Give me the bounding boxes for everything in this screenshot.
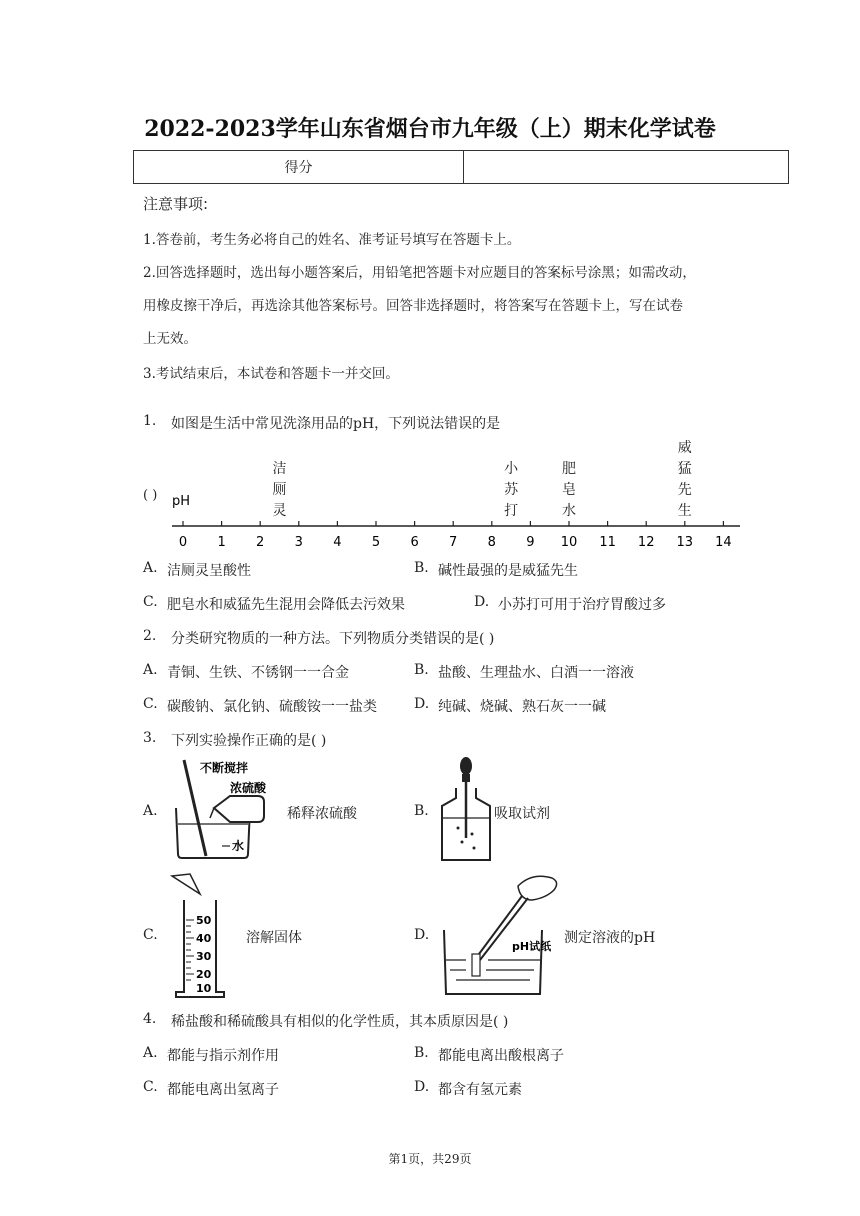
cyl-mark-40: 40	[196, 932, 212, 945]
q2-option-c-text: 碳酸钠、氯化钠、硫酸铵一一盐类	[167, 699, 377, 715]
q3-option-c-text: 溶解固体	[246, 930, 302, 946]
ph-product-char: 生	[677, 503, 692, 519]
q1-option-c-letter[interactable]: C.	[143, 594, 158, 610]
ph-tick-label: 12	[637, 535, 655, 550]
q4-option-a-text: 都能与指示剂作用	[167, 1048, 279, 1064]
q1-stem: 如图是生活中常见洗涤用品的pH，下列说法错误的是	[171, 416, 501, 432]
ph-product-char: 打	[504, 503, 519, 519]
q1-option-d-letter[interactable]: D.	[474, 594, 490, 610]
label-conc-acid: 浓硫酸	[230, 781, 267, 795]
q2-stem: 分类研究物质的一种方法。下列物质分类错误的是( )	[171, 631, 495, 647]
q2-option-a-text: 青铜、生铁、不锈钢一一合金	[167, 665, 349, 681]
ph-tick-label: 14	[715, 535, 732, 550]
hand	[518, 876, 557, 900]
dropper-figure	[436, 756, 496, 864]
ph-paper-strip	[472, 954, 480, 976]
q2-option-d-letter[interactable]: D.	[414, 696, 430, 712]
q4-option-c-letter[interactable]: C.	[143, 1079, 158, 1095]
q3-option-d-letter[interactable]: D.	[414, 927, 430, 943]
q4-option-a-letter[interactable]: A.	[143, 1045, 158, 1061]
ph-test-figure	[436, 868, 566, 1000]
cyl-mark-10: 10	[196, 982, 212, 995]
label-water: 水	[232, 839, 245, 853]
dropper-bulb	[460, 757, 472, 775]
ph-tick-label: 8	[487, 535, 496, 550]
note-item: 1.答卷前，考生务必将自己的姓名、准考证号填写在答题卡上。	[143, 232, 521, 248]
ph-product-label	[560, 459, 578, 522]
score-value-cell[interactable]	[464, 151, 789, 184]
ph-tick-label: 6	[410, 535, 419, 550]
q3-option-b-text: 吸取试剂	[494, 806, 550, 822]
q4-stem: 稀盐酸和稀硫酸具有相似的化学性质，其本质原因是( )	[171, 1014, 509, 1030]
ph-tick-label: 1	[217, 535, 226, 550]
q2-option-d-text: 纯碱、烧碱、熟石灰一一碱	[438, 699, 606, 715]
q4-option-d-text: 都含有氢元素	[438, 1082, 522, 1098]
ph-product-label	[676, 438, 694, 522]
ph-product-char: 先	[677, 482, 692, 498]
acid-stream	[210, 808, 214, 818]
q2-number: 2.	[143, 628, 157, 644]
cyl-mark-20: 20	[196, 968, 212, 981]
q2-option-b-text: 盐酸、生理盐水、白酒一一溶液	[438, 665, 634, 681]
ph-product-char: 肥	[562, 461, 576, 477]
q3-stem: 下列实验操作正确的是( )	[171, 733, 327, 749]
q4-option-d-letter[interactable]: D.	[414, 1079, 430, 1095]
q1-number: 1.	[143, 413, 157, 429]
q3-option-c-letter[interactable]: C.	[143, 927, 158, 943]
note-item: 上无效。	[143, 331, 197, 347]
paper-scoop	[172, 874, 200, 894]
q1-option-b-letter[interactable]: B.	[414, 560, 429, 576]
ph-product-char: 苏	[504, 482, 519, 498]
ph-product-char: 洁	[272, 461, 287, 477]
q3-number: 3.	[143, 730, 157, 746]
ph-tick-label: 0	[178, 535, 188, 550]
score-label: 得分	[134, 151, 464, 184]
dilute-acid-figure	[170, 756, 280, 862]
note-item: 用橡皮擦干净后，再选涂其他答案标号。回答非选择题时，将答案写在答题卡上，写在试卷	[143, 298, 683, 314]
cyl-mark-50: 50	[196, 914, 212, 927]
q4-option-b-text: 都能电离出酸根离子	[438, 1048, 564, 1064]
q1-option-d-text: 小苏打可用于治疗胃酸过多	[498, 597, 666, 613]
label-stir: 不断搅拌	[200, 761, 249, 775]
q3-option-b-letter[interactable]: B.	[414, 803, 429, 819]
cyl-mark-30: 30	[196, 950, 212, 963]
ph-tick-label: 4	[333, 535, 342, 550]
note-item: 2.回答选择题时，选出每小题答案后，用铅笔把答题卡对应题目的答案标号涂黑；如需改动，	[143, 265, 696, 281]
q2-option-b-letter[interactable]: B.	[414, 662, 429, 678]
q1-option-b-text: 碱性最强的是威猛先生	[438, 563, 578, 579]
ph-scale-figure	[160, 440, 750, 552]
q3-option-a-letter[interactable]: A.	[143, 803, 158, 819]
note-item: 3.考试结束后，本试卷和答题卡一并交回。	[143, 366, 399, 382]
acid-bottle	[214, 796, 264, 822]
dropper-neck	[462, 774, 470, 782]
label-ph-paper: pH试纸	[512, 940, 552, 953]
q2-option-a-letter[interactable]: A.	[143, 662, 158, 678]
ph-product-char: 小	[504, 461, 519, 477]
ph-tick-label: 11	[599, 535, 616, 550]
ph-product-char: 灵	[272, 503, 287, 519]
ph-product-char: 厕	[272, 482, 287, 498]
q2-option-c-letter[interactable]: C.	[143, 696, 158, 712]
q1-option-c-text: 肥皂水和威猛先生混用会降低去污效果	[167, 597, 405, 613]
ph-product-label	[271, 459, 289, 522]
ph-tick-label: 9	[526, 535, 535, 550]
ph-tick-label: 3	[294, 535, 303, 550]
ph-product-char: 威	[677, 440, 692, 456]
ph-tick-label: 5	[371, 535, 381, 550]
q1-answer-paren: ( )	[143, 488, 158, 503]
ph-product-char: 猛	[677, 461, 692, 477]
notes-heading: 注意事项:	[143, 195, 209, 213]
ph-product-char: 皂	[562, 482, 576, 498]
q4-option-c-text: 都能电离出氢离子	[167, 1082, 279, 1098]
q1-option-a-text: 洁厕灵呈酸性	[167, 563, 251, 579]
ph-axis-label: pH	[172, 494, 191, 509]
score-table	[133, 150, 789, 184]
ph-product-char: 水	[562, 503, 576, 519]
graduated-cylinder-figure	[170, 870, 236, 1000]
ph-tick-label: 7	[449, 535, 458, 550]
q3-option-d-text: 测定溶液的pH	[564, 930, 656, 946]
page-number: 第1页，共29页	[388, 1152, 472, 1166]
ph-tick-label: 2	[256, 535, 265, 550]
q3-option-a-text: 稀释浓硫酸	[287, 806, 357, 822]
exam-title: 2022-2023学年山东省烟台市九年级（上）期末化学试卷	[144, 116, 716, 142]
q4-number: 4.	[143, 1011, 157, 1027]
ph-tick-label: 10	[560, 535, 578, 550]
q4-option-b-letter[interactable]: B.	[414, 1045, 429, 1061]
q1-option-a-letter[interactable]: A.	[143, 560, 158, 576]
ph-tick-label: 13	[676, 535, 694, 550]
ph-product-label	[502, 459, 520, 522]
